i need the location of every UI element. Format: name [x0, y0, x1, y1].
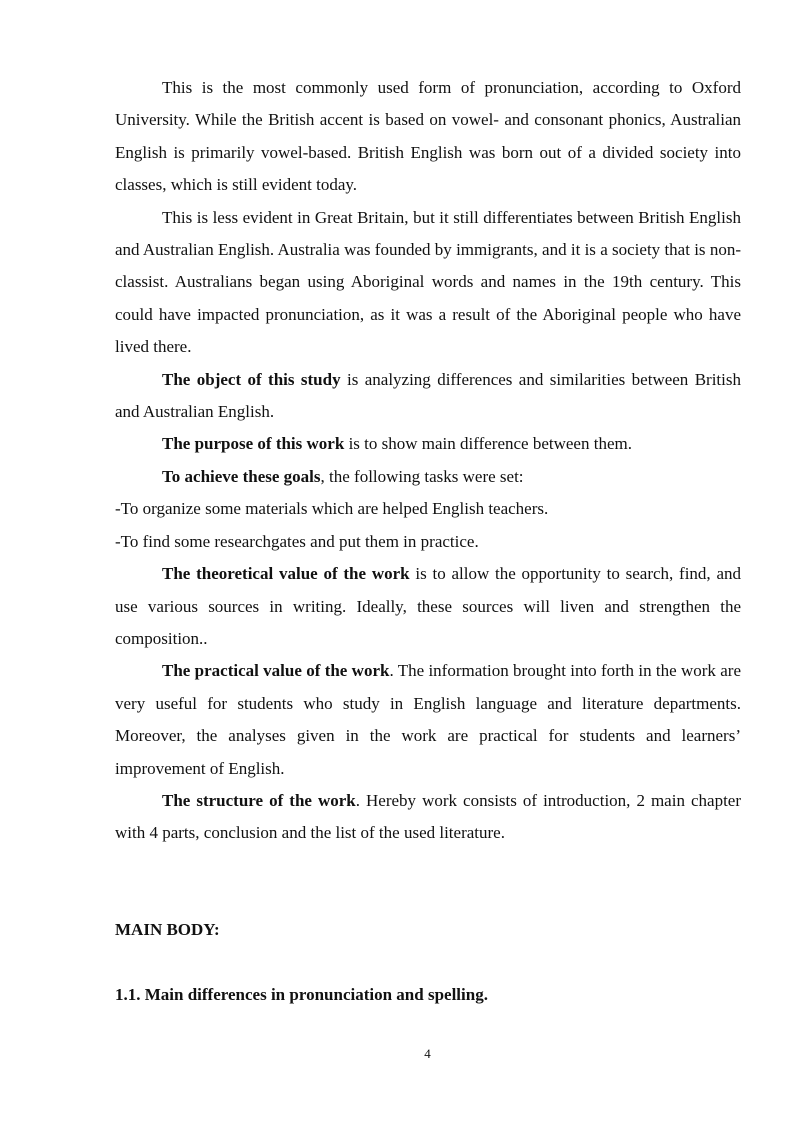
paragraph-purpose [115, 428, 741, 460]
paragraph-text: This is the most commonly used form of pronunciation, according to Oxford University. While the British accent is based on vowel- and consonant phonics, Australian English is primarily vowel-based. British English was born out of a divided society into classes, which is still evident today. [115, 78, 741, 195]
page-number: 4 [424, 1046, 431, 1061]
paragraph-text: is analyzing differences and similarities between British and Australian English. [115, 369, 741, 422]
paragraph-text: This is less evident in Great Britain, but it still differentiates between British English and Australian English. Australia was founded by immigrants, and it is a society that is non-classist. Australians began using Aboriginal words and names in the 19th century. This could have impacted pronunciation, as it was a result of the Aboriginal people who have lived there. [115, 207, 741, 357]
task-item [115, 493, 741, 525]
paragraph-theoretical-value [115, 558, 741, 655]
paragraph-aboriginal [115, 202, 741, 364]
task-text: -To find some researchgates and put them in practice. [115, 531, 479, 551]
paragraph-bold-lead: The purpose of this work [162, 434, 345, 454]
paragraph-bold-lead: The structure of the work [162, 790, 356, 810]
paragraph-bold-lead: The practical value of the work [162, 661, 390, 681]
paragraph-text: is to show main difference between them. [344, 434, 632, 454]
paragraph-bold-lead: To achieve these goals [162, 466, 321, 486]
paragraph-text: . The information brought into forth in the work are very useful for students who study in English language and literature departments. Moreover, the analyses given in the work are practical for students and learners’ improvement of English. [115, 661, 741, 778]
paragraph-bold-lead: The object of this study [162, 369, 341, 389]
paragraph-object [115, 364, 741, 429]
body-text [115, 72, 741, 850]
paragraph-text: , the following tasks were set: [320, 466, 524, 486]
paragraph-practical-value [115, 655, 741, 785]
paragraph-bold-lead: The theoretical value of the work [162, 564, 410, 584]
paragraph-text: . Hereby work consists of introduction, 2 main chapter with 4 parts, conclusion and the list of the used literature. [115, 790, 741, 843]
paragraph-goals [115, 461, 741, 493]
paragraph-structure [115, 785, 741, 850]
task-item [115, 526, 741, 558]
paragraph-text: is to allow the opportunity to search, find, and use various sources in writing. Ideally, these sources will liven and strengthen the composition.. [115, 564, 741, 648]
task-text: -To organize some materials which are helped English teachers. [115, 499, 549, 519]
paragraph-intro [115, 72, 741, 202]
main-body-heading: MAIN BODY: [115, 920, 220, 939]
section-heading: 1.1. Main differences in pronunciation and spelling. [115, 985, 488, 1004]
